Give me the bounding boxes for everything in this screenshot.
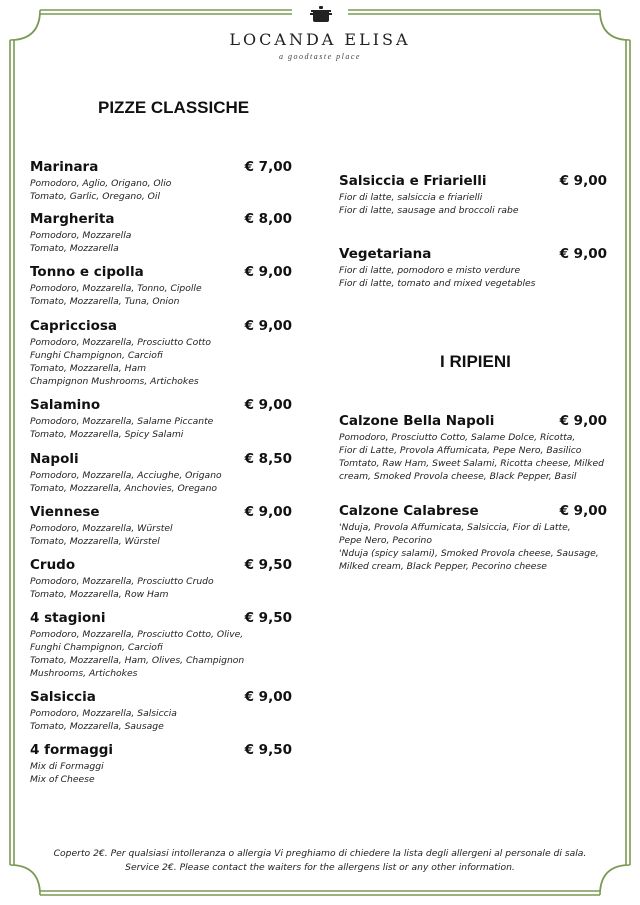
- menu-item: [30, 504, 292, 548]
- description-line: Fior di latte, pomodoro e misto verdure: [339, 265, 521, 276]
- item-price: € 9,00: [244, 397, 292, 413]
- description-line: Fior di latte, salsiccia e friarielli: [339, 192, 483, 203]
- item-name: Salsiccia: [30, 689, 96, 705]
- description-line: 'Nduja (spicy salami), Smoked Provola cheese, Sausage,: [339, 548, 599, 559]
- description-line: Pomodoro, Aglio, Origano, Olio: [30, 178, 172, 189]
- description-line: Pomodoro, Mozzarella, Salame Piccante: [30, 416, 214, 427]
- item-description: [30, 415, 292, 441]
- item-description: [339, 264, 607, 290]
- description-line: Tomato, Mozzarella, Anchovies, Oregano: [30, 483, 218, 494]
- description-line: Pepe Nero, Pecorino: [339, 535, 433, 546]
- item-price: € 9,50: [244, 742, 292, 758]
- item-price: € 7,00: [244, 159, 292, 175]
- description-line: Tomato, Mozzarella: [30, 243, 119, 254]
- description-line: Tomato, Mozzarella, Tuna, Onion: [30, 296, 180, 307]
- item-name: Salsiccia e Friarielli: [339, 173, 487, 189]
- item-name: Viennese: [30, 504, 100, 520]
- description-line: Champignon Mushrooms, Artichokes: [30, 376, 199, 387]
- description-line: Pomodoro, Mozzarella, Prosciutto Cotto, Olive,: [30, 629, 244, 640]
- description-line: Mix of Cheese: [30, 774, 95, 785]
- description-line: Tomato, Mozzarella, Würstel: [30, 536, 160, 547]
- description-line: Pomodoro, Mozzarella, Prosciutto Cotto: [30, 337, 212, 348]
- item-price: € 9,00: [244, 318, 292, 334]
- item-description: [30, 336, 292, 388]
- item-price: € 8,00: [244, 211, 292, 227]
- description-line: Pomodoro, Mozzarella, Prosciutto Crudo: [30, 576, 214, 587]
- item-price: € 9,00: [559, 503, 607, 519]
- section-title-ripieni: I RIPIENI: [440, 352, 511, 371]
- description-line: Pomodoro, Prosciutto Cotto, Salame Dolce, Ricotta,: [339, 432, 576, 443]
- footer-line-it: Coperto 2€. Per qualsiasi intolleranza o allergia Vi preghiamo di chiedere la lista degli allergeni al personale di sala.: [53, 848, 587, 859]
- menu-item: [30, 557, 292, 601]
- item-name: Marinara: [30, 159, 99, 175]
- brand-tagline: a goodtaste place: [279, 52, 361, 61]
- menu-item: [339, 173, 607, 217]
- description-line: 'Nduja, Provola Affumicata, Salsiccia, Fior di Latte,: [339, 522, 571, 533]
- item-price: € 9,50: [244, 610, 292, 626]
- footer-note: [40, 847, 600, 875]
- description-line: Pomodoro, Mozzarella, Tonno, Cipolle: [30, 283, 202, 294]
- description-line: Funghi Champignon, Carciofi: [30, 350, 163, 361]
- description-line: Pomodoro, Mozzarella: [30, 230, 132, 241]
- item-price: € 9,00: [559, 413, 607, 429]
- item-name: Margherita: [30, 211, 115, 227]
- menu-item: [30, 451, 292, 495]
- brand-name: LOCANDA ELISA: [229, 30, 411, 49]
- description-line: Fior di Latte, Provola Affumicata, Pepe Nero, Basilico: [339, 445, 582, 456]
- menu-item: [30, 318, 292, 388]
- item-name: 4 stagioni: [30, 610, 106, 626]
- item-name: Tonno e cipolla: [30, 264, 144, 280]
- item-name: Vegetariana: [339, 246, 432, 262]
- item-price: € 9,00: [244, 504, 292, 520]
- item-name: Capricciosa: [30, 318, 118, 334]
- item-price: € 8,50: [244, 451, 292, 467]
- item-description: [30, 760, 292, 786]
- item-price: € 9,00: [244, 264, 292, 280]
- description-line: Milked cream, Black Pepper, Pecorino cheese: [339, 561, 547, 572]
- item-description: [30, 522, 292, 548]
- menu-item: [30, 742, 292, 786]
- item-description: [339, 431, 607, 483]
- description-line: Tomato, Mozzarella, Row Ham: [30, 589, 169, 600]
- menu-item: [30, 397, 292, 441]
- item-description: [30, 177, 292, 203]
- description-line: Funghi Champignon, Carciofi: [30, 642, 163, 653]
- item-price: € 9,00: [559, 246, 607, 262]
- description-line: Tomtato, Raw Ham, Sweet Salami, Ricotta cheese, Milked: [339, 458, 604, 469]
- description-line: cream, Smoked Provola cheese, Black Pepper, Basil: [339, 471, 577, 482]
- description-line: Fior di latte, sausage and broccoli rabe: [339, 205, 519, 216]
- menu-item: [30, 159, 292, 203]
- item-description: [30, 707, 292, 733]
- menu-item: [30, 689, 292, 733]
- description-line: Tomato, Mozzarella, Spicy Salami: [30, 429, 184, 440]
- item-name: Calzone Bella Napoli: [339, 413, 495, 429]
- menu-item: [30, 211, 292, 255]
- description-line: Pomodoro, Mozzarella, Salsiccia: [30, 708, 177, 719]
- description-line: Mushrooms, Artichokes: [30, 668, 138, 679]
- item-name: Calzone Calabrese: [339, 503, 479, 519]
- menu-item: [339, 503, 607, 573]
- menu-item: [30, 264, 292, 308]
- description-line: Tomato, Mozzarella, Ham, Olives, Champignon: [30, 655, 245, 666]
- description-line: Tomato, Mozzarella, Sausage: [30, 721, 164, 732]
- footer-line-en: Service 2€. Please contact the waiters for the allergens list or any other information.: [125, 862, 515, 873]
- item-name: Salamino: [30, 397, 101, 413]
- description-line: Mix di Formaggi: [30, 761, 104, 772]
- description-line: Tomato, Garlic, Oregano, Oil: [30, 191, 161, 202]
- item-description: [339, 521, 607, 573]
- cooking-pot-icon: [310, 4, 332, 24]
- item-price: € 9,50: [244, 557, 292, 573]
- menu-item: [339, 413, 607, 483]
- menu-item: [339, 246, 607, 290]
- item-price: € 9,00: [559, 173, 607, 189]
- item-description: [30, 575, 292, 601]
- menu-item: [30, 610, 292, 680]
- item-name: Napoli: [30, 451, 79, 467]
- item-description: [30, 628, 292, 680]
- item-description: [30, 229, 292, 255]
- description-line: Pomodoro, Mozzarella, Acciughe, Origano: [30, 470, 222, 481]
- item-description: [339, 191, 607, 217]
- description-line: Pomodoro, Mozzarella, Würstel: [30, 523, 173, 534]
- item-price: € 9,00: [244, 689, 292, 705]
- item-description: [30, 282, 292, 308]
- item-description: [30, 469, 292, 495]
- item-name: 4 formaggi: [30, 742, 114, 758]
- section-title-classiche: PIZZE CLASSICHE: [98, 98, 250, 117]
- item-name: Crudo: [30, 557, 76, 573]
- description-line: Tomato, Mozzarella, Ham: [30, 363, 147, 374]
- description-line: Fior di latte, tomato and mixed vegetables: [339, 278, 536, 289]
